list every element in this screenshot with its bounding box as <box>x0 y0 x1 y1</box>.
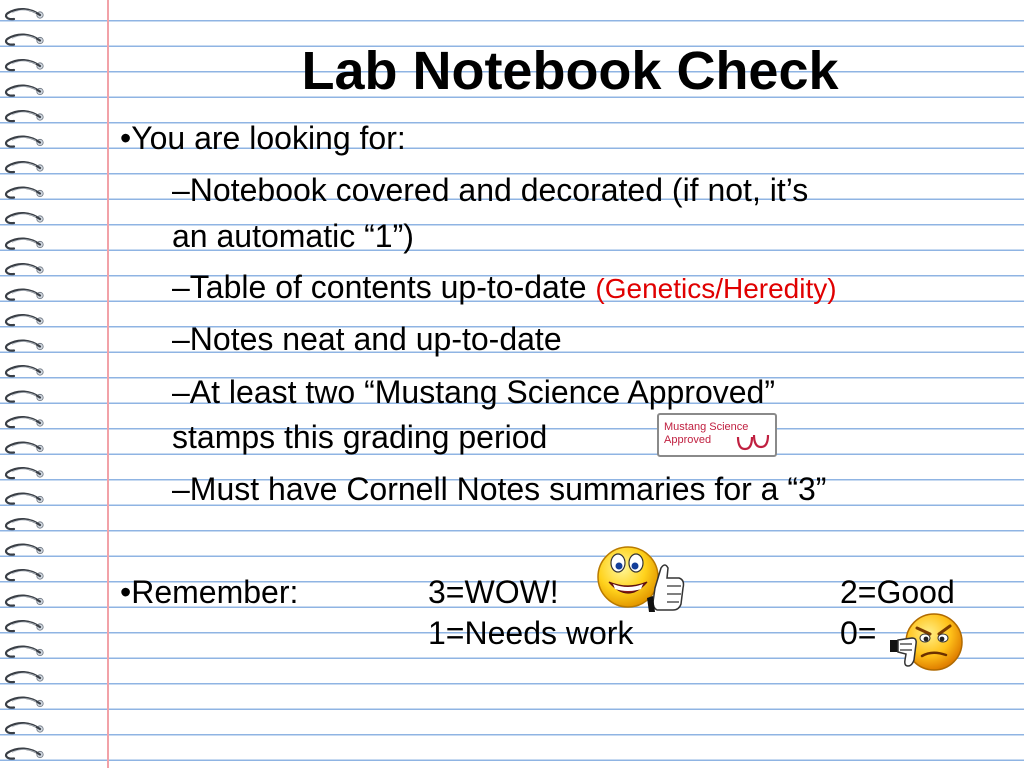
spiral-coil <box>6 9 43 19</box>
spiral-coil <box>6 596 43 606</box>
spiral-coil <box>6 417 43 427</box>
spiral-coil <box>6 341 43 351</box>
stamp-line-1: Mustang Science <box>664 421 749 433</box>
stamp-line-2: Approved <box>664 434 712 446</box>
item-toc-text: –Table of contents up-to-date <box>172 269 596 305</box>
spiral-coil <box>6 494 43 504</box>
spiral-coil <box>6 621 43 631</box>
spiral-coil <box>6 545 43 555</box>
item-table-of-contents <box>172 268 837 308</box>
spiral-coil <box>6 392 43 402</box>
spiral-coil <box>6 570 43 580</box>
spiral-coil <box>6 86 43 96</box>
remember-label: •Remember: <box>120 574 299 610</box>
spiral-coil <box>6 443 43 453</box>
spiral-coil <box>6 672 43 682</box>
spiral-coil <box>6 698 43 708</box>
item-notebook-covered: –Notebook covered and decorated (if not, it’s <box>172 172 809 208</box>
angry-face-thumbs-down-icon <box>884 610 970 686</box>
spiral-coil <box>6 111 43 121</box>
intro-bullet: •You are looking for: <box>120 120 406 156</box>
spiral-coil <box>6 239 43 249</box>
item-toc-unit: (Genetics/Heredity) <box>595 273 837 304</box>
spiral-coil <box>6 213 43 223</box>
spiral-coil <box>6 264 43 274</box>
spiral-coil <box>6 749 43 759</box>
spiral-coil <box>6 366 43 376</box>
spiral-coil <box>6 519 43 529</box>
grade-3-wow: 3=WOW! <box>428 574 559 610</box>
spiral-coil <box>6 647 43 657</box>
spiral-coil <box>6 35 43 45</box>
spiral-coil <box>6 468 43 478</box>
smiley-thumbs-up-icon <box>595 538 690 618</box>
item-notebook-covered-cont: an automatic “1”) <box>172 218 414 254</box>
grade-2-good: 2=Good <box>840 574 955 610</box>
item-notes-neat: –Notes neat and up-to-date <box>172 321 562 357</box>
spiral-coil <box>6 290 43 300</box>
item-cornell-notes: –Must have Cornell Notes summaries for a “3” <box>172 471 827 507</box>
grade-0: 0= <box>840 615 877 651</box>
spiral-coil <box>6 137 43 147</box>
mustang-science-approved-stamp <box>657 413 777 457</box>
horseshoe-icon <box>734 429 770 453</box>
page-title: Lab Notebook Check <box>301 41 839 101</box>
spiral-coil <box>6 723 43 733</box>
spiral-coil <box>6 315 43 325</box>
spiral-coil <box>6 60 43 70</box>
spiral-coil <box>6 162 43 172</box>
item-stamps: –At least two “Mustang Science Approved” <box>172 374 775 410</box>
item-stamps-cont: stamps this grading period <box>172 419 548 455</box>
notebook-margin-line <box>107 0 109 768</box>
spiral-binding <box>0 0 62 768</box>
spiral-coil <box>6 188 43 198</box>
grade-1-needs-work: 1=Needs work <box>428 615 634 651</box>
